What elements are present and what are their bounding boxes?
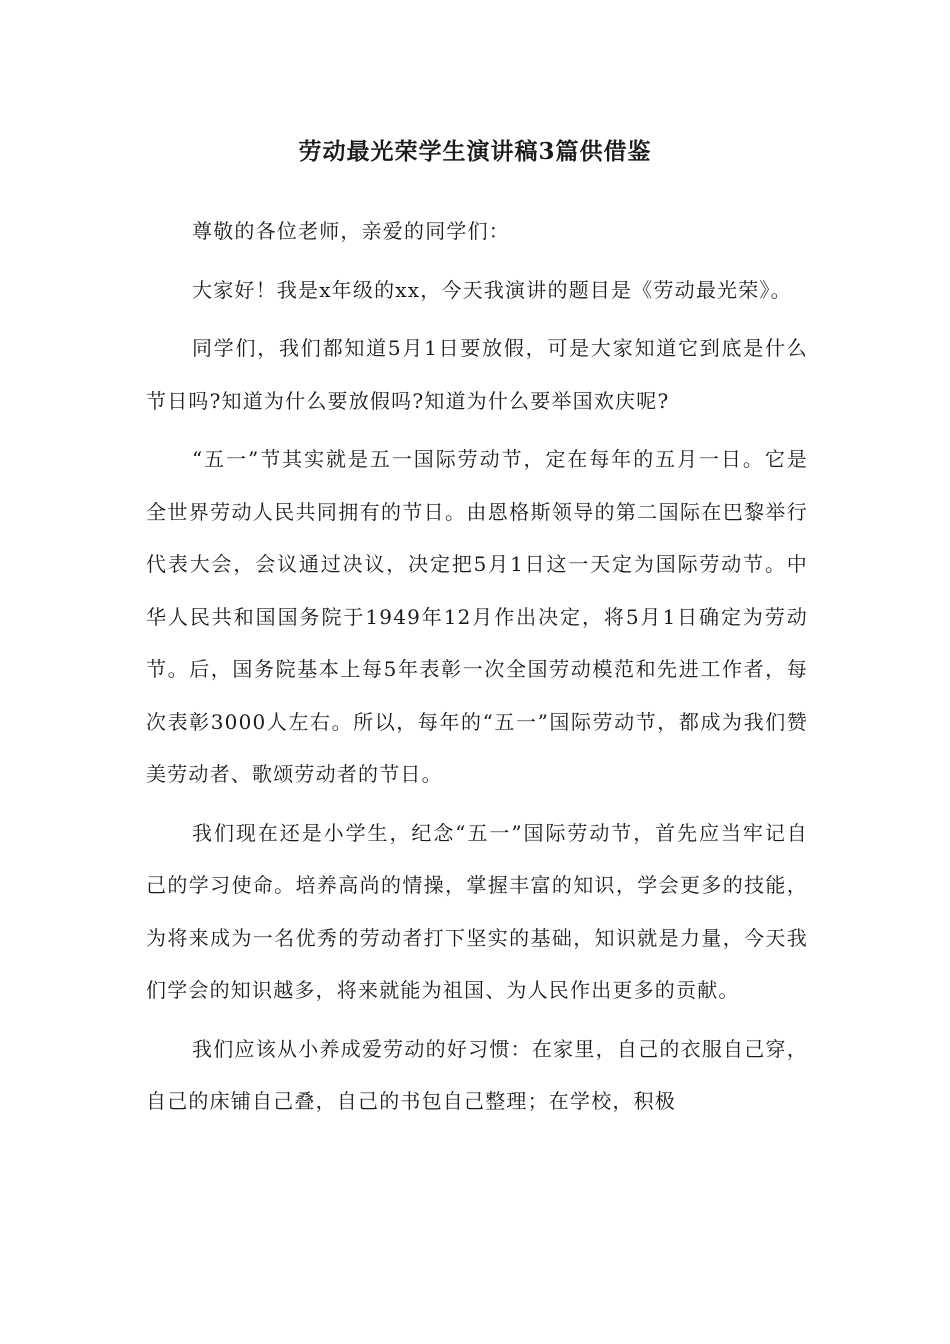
paragraph-introduction: 大家好！我是x年级的xx，今天我演讲的题目是《劳动最光荣》。 [192, 277, 792, 302]
paragraph-greeting: 尊敬的各位老师，亲爱的同学们： [192, 219, 510, 243]
paragraph-study-mission: 我们现在还是小学生，纪念“五一”国际劳动节，首先应当牢记自己的学习使命。培养高尚的情操，掌握丰富的知识，学会更多的技能，为将来成为一名优秀的劳动者打下坚实的基础，知识就是力量，今天我们学会的知识越多，将来就能为祖国、为人民作出更多的贡献。 [146, 820, 808, 1002]
paragraph-question: 同学们，我们都知道5月1日要放假，可是大家知道它到底是什么节日吗?知道为什么要放假吗?知道为什么要举国欢庆呢? [146, 336, 808, 413]
document-body [146, 205, 808, 1134]
paragraph-history: “五一”节其实就是五一国际劳动节，定在每年的五月一日。它是全世界劳动人民共同拥有的节日。由恩格斯领导的第二国际在巴黎举行代表大会，会议通过决议，决定把5月1日这一天定为国际劳动节。中华人民共和国国务院于1949年12月作出决定，将5月1日确定为劳动节。后，国务院基本上每5年表彰一次全国劳动模范和先进工作者，每次表彰3000人左右。所以，每年的“五一”国际劳动节，都成为我们赞美劳动者、歌颂劳动者的节日。 [146, 447, 808, 786]
paragraph-habits: 我们应该从小养成爱劳动的好习惯：在家里，自己的衣服自己穿，自己的床铺自己叠，自己的书包自己整理；在学校，积极 [146, 1036, 808, 1113]
document-title: 劳动最光荣学生演讲稿3篇供借鉴 [298, 138, 652, 165]
